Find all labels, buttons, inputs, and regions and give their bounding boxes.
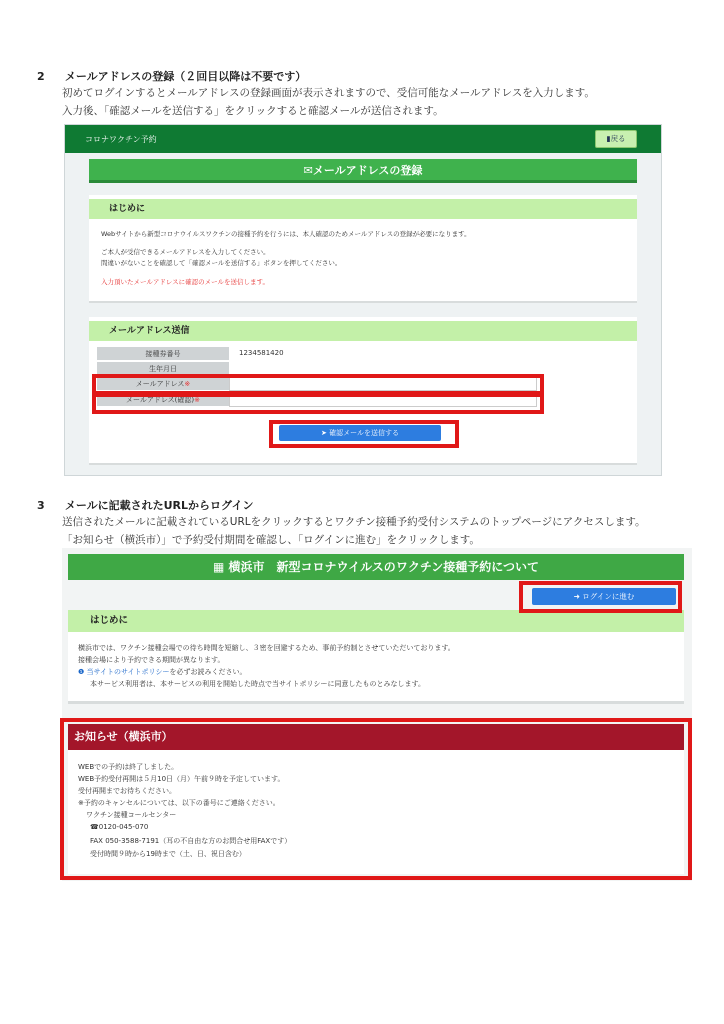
step-3-number: 3: [37, 499, 45, 512]
intro-line: 接種会場により予約できる期間が異なります。: [78, 656, 225, 664]
login-button-label: ログインに進む: [582, 592, 635, 601]
step-2-description: [62, 84, 595, 120]
phone-icon: ☎: [90, 823, 99, 831]
calendar-icon: ▦: [213, 560, 229, 574]
step-2-line: 入力後、「確認メールを送信する」をクリックすると確認メールが送信されます。: [62, 105, 444, 117]
site-policy-link[interactable]: 当サイトのサイトポリシー: [86, 668, 170, 676]
hours-line: 受付時間９時から19時まで（土、日、祝日含む）: [90, 850, 246, 858]
notice-line: WEBでの予約は終了しました。: [78, 763, 179, 771]
notice-line: WEB予約受付再開は５月10日（月）午前９時を予定しています。: [78, 775, 285, 783]
login-icon: ➜: [573, 592, 583, 601]
highlight-email-confirm-field: [92, 393, 544, 414]
highlight-send-button: [269, 420, 459, 448]
field-value-ticket: 1234581420: [239, 349, 284, 357]
highlight-email-field: [92, 374, 544, 395]
email-label-text: メールアドレス: [135, 380, 185, 388]
notice-line: 受付再開までお待ちください。: [78, 787, 176, 795]
intro-line: 間違いがないことを確認して「確認メールを送信する」ボタンを押してください。: [101, 259, 342, 267]
send-button-label: 確認メールを送信する: [329, 429, 399, 437]
call-center-name: ワクチン接種コールセンター: [86, 811, 177, 819]
phone-number: 0120-045-070: [98, 823, 149, 831]
step-3-description: [62, 513, 646, 549]
page-title-text: メールアドレスの登録: [312, 164, 423, 177]
step-2-number: 2: [37, 70, 45, 83]
required-mark: ※: [184, 380, 191, 388]
intro-section: [68, 610, 684, 704]
back-button[interactable]: [595, 130, 637, 148]
info-icon: ❶: [78, 668, 87, 676]
intro-line: 横浜市では、ワクチン接種会場での待ち時間を短縮し、３密を回避するため、事前予約制とさせていただいております。: [78, 644, 455, 652]
envelope-icon: ✉: [303, 164, 313, 177]
policy-note: 本サービス利用者は、本サービスの利用を開始した時点で当サイトポリシーに同意したものとみなします。: [90, 680, 425, 688]
back-button-label: 戻る: [610, 134, 626, 143]
intro-heading: はじめに: [68, 610, 684, 632]
intro-warning: 入力頂いたメールアドレスに確認のメールを送信します。: [101, 278, 270, 286]
send-heading: メールアドレス送信: [89, 321, 637, 341]
step-2-heading: [37, 68, 306, 84]
intro-line: Webサイトから新型コロナウイルスワクチンの接種予約を行うには、本人確認のためメールアドレスの登録が必要になります。: [101, 230, 471, 238]
top-banner: [68, 554, 684, 580]
app-header: [65, 125, 661, 153]
policy-suffix: を必ずお読みください。: [169, 668, 247, 676]
step-3-heading: [37, 497, 253, 513]
page-title: [89, 159, 637, 183]
intro-line: ご本人が受信できるメールアドレスを入力してください。: [101, 248, 270, 256]
highlight-notice-section: [60, 718, 692, 880]
notice-line: ※予約のキャンセルについては、以下の番号にご連絡ください。: [78, 799, 280, 807]
intro-heading: はじめに: [89, 199, 637, 219]
step-2-line: 初めてログインするとメールアドレスの登録画面が表示されますので、受信可能なメールアドレスを入力します。: [62, 87, 595, 99]
email-confirm-label-text: メールアドレス(確認): [126, 396, 195, 404]
step-2-title: メールアドレスの登録（２回目以降は不要です）: [64, 70, 307, 83]
required-mark: ※: [194, 396, 200, 404]
person-icon: ▮: [606, 134, 611, 143]
notice-heading: お知らせ（横浜市）: [68, 724, 684, 750]
banner-title: 横浜市 新型コロナウイルスのワクチン接種予約について: [228, 560, 539, 574]
highlight-login-button: [519, 581, 682, 613]
step-3-line: 送信されたメールに記載されているURLをクリックするとワクチン接種予約受付システムのトップページにアクセスします。: [62, 516, 646, 528]
field-label-birthdate: 生年月日: [97, 362, 229, 376]
policy-line: [78, 667, 247, 677]
step-3-line: 「お知らせ（横浜市）」で予約受付期間を確認し、「ログインに進む」をクリックします。: [62, 534, 480, 546]
step-3-title: メールに記載されたURLからログイン: [64, 499, 254, 512]
send-icon: ➤: [321, 429, 330, 437]
app-title: コロナワクチン予約: [85, 135, 157, 144]
fax-line: FAX 050-3588-7191（耳の不自由な方のお問合せ用FAXです）: [90, 837, 292, 845]
intro-card: [89, 195, 637, 303]
field-label-ticket: 接種券番号: [97, 347, 229, 361]
